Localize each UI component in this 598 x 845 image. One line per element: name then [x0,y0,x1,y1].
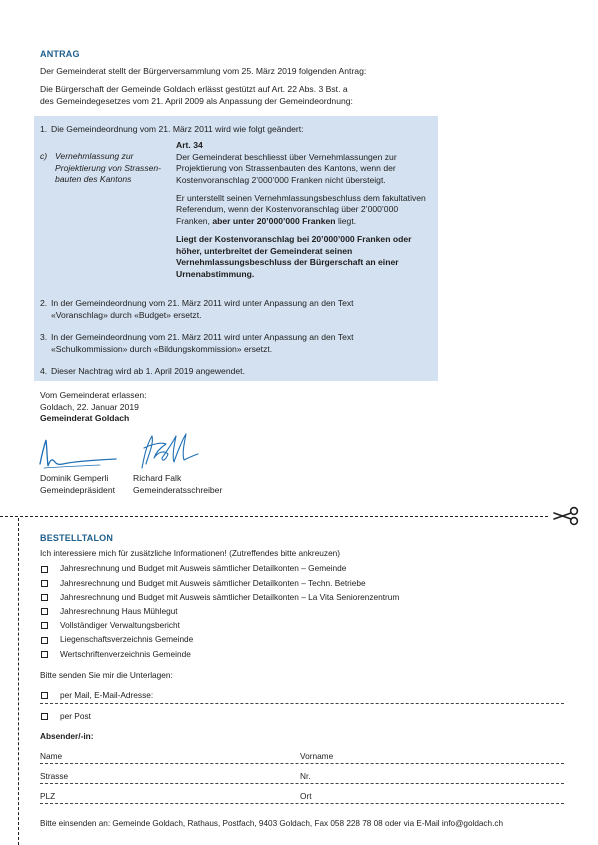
article-title: Art. 34 [176,140,203,150]
option-label: Vollständiger Verwaltungsbericht [60,620,180,631]
item-text: Die Gemeindeordnung vom 21. März 2011 wird wie folgt geändert: [51,124,304,134]
item-text-line1: In der Gemeindeordnung vom 21. März 2011 wird unter Anpassung an den Text [51,332,354,342]
option-checkbox[interactable] [41,637,48,644]
option-row[interactable] [40,590,399,604]
option-checkbox[interactable] [41,580,48,587]
article-p2-end: liegt. [335,216,357,227]
post-checkbox[interactable] [41,713,48,720]
ort-label: Ort [300,791,312,801]
signatory-role: Gemeinderatsschreiber [133,484,223,495]
margin-label-line2: Projektierung von Strassen- [55,162,162,173]
post-option-label: per Post [60,711,91,721]
closing-block [40,390,147,425]
strasse-field-line[interactable] [40,783,564,784]
option-label: Jahresrechnung und Budget mit Ausweis sämtlicher Detailkonten – Gemeinde [60,563,347,574]
antrag-heading: ANTRAG [40,49,80,59]
mail-checkbox[interactable] [41,692,48,699]
talon-lead: Ich interessiere mich für zusätzliche Informationen! (Zutreffendes bitte ankreuzen) [40,548,341,558]
talon-options-list [40,562,399,661]
item-text-line2: «Voranschlag» durch «Budget» ersetzt. [51,309,202,320]
option-row[interactable] [40,562,399,576]
closing-council: Gemeinderat Goldach [40,413,130,424]
signatory-role: Gemeindepräsident [40,484,116,495]
article-paragraph-1: Der Gemeinderat beschliesst über Vernehmlassungen zur Projektierung von Strassenbauten des Kantons, wenn der Kostenvoranschlag 2’000’000 Franken nicht übersteigt. [176,151,397,186]
closing-line2: Goldach, 22. Januar 2019 [40,401,139,412]
post-option[interactable] [40,711,91,722]
talon-heading: BESTELLTALON [40,533,114,543]
option-label: Wertschriftenverzeichnis Gemeinde [60,648,191,659]
nr-label: Nr. [300,771,311,781]
item-text-line1: In der Gemeindeordnung vom 21. März 2011 wird unter Anpassung an den Text [51,298,354,308]
signature-gemperli-image [38,434,118,472]
margin-label-line3: bauten des Kantons [55,174,132,185]
signature-falk-image [132,430,202,474]
proposal-item-1 [40,124,304,136]
plz-label: PLZ [40,791,56,801]
sender-label: Absender/-in: [40,731,94,741]
antrag-intro: Der Gemeinderat stellt der Bürgerversammlung vom 25. März 2019 folgenden Antrag: [40,66,367,76]
margin-letter: c) [40,151,48,161]
item-number: 2. [40,298,48,308]
item-number: 1. [40,124,48,134]
proposal-item-4 [40,366,435,378]
option-checkbox[interactable] [41,594,48,601]
signatory-name: Richard Falk [133,473,182,483]
footer-address: Bitte einsenden an: Gemeinde Goldach, Rathaus, Postfach, 9403 Goldach, Fax 058 228 78 08 oder via E-Mail info@goldach.ch [40,819,504,828]
antrag-para-line1: Die Bürgerschaft der Gemeinde Goldach erlässt gestützt auf Art. 22 Abs. 3 Bst. a [40,84,348,94]
article-block [176,140,431,281]
signatory-name: Dominik Gemperli [40,473,109,483]
option-checkbox[interactable] [41,608,48,615]
mail-option[interactable] [40,690,153,701]
article-p2-bold: aber unter 20’000’000 Franken [212,216,336,227]
signatory-2 [133,473,222,496]
signatory-1 [40,473,115,496]
option-label: Jahresrechnung Haus Mühlegut [60,606,178,617]
proposal-item-2 [40,298,435,321]
cut-line [0,516,548,517]
send-label: Bitte senden Sie mir die Unterlagen: [40,670,173,680]
option-checkbox[interactable] [41,651,48,658]
option-label: Jahresrechnung und Budget mit Ausweis sämtlicher Detailkonten – La Vita Seniorenzentrum [60,591,400,602]
option-row[interactable] [40,633,399,647]
antrag-paragraph [40,84,460,107]
name-field-line[interactable] [40,763,564,764]
item-text: Dieser Nachtrag wird ab 1. April 2019 angewendet. [51,366,245,376]
option-checkbox[interactable] [41,566,48,573]
option-label: Liegenschaftsverzeichnis Gemeinde [60,634,194,645]
article-paragraph-3: Liegt der Kostenvoranschlag bei 20’000’000 Franken oder höher, unterbreitet der Gemeinderat seinen Vernehmlassungsbeschluss der Bürgerschaft an einer Urnenabstimmung. [176,233,412,279]
scissors-icon [552,506,580,526]
closing-line1: Vom Gemeinderat erlassen: [40,390,147,400]
vorname-label: Vorname [300,751,334,761]
mail-option-label: per Mail, E-Mail-Adresse: [60,690,154,700]
option-row[interactable] [40,647,399,661]
option-row[interactable] [40,576,399,590]
item-text-line2: «Schulkommission» durch «Bildungskommission» ersetzt. [51,343,273,354]
plz-field-line[interactable] [40,803,564,804]
article-p2-text: Er unterstellt seinen Vernehmlassungsbeschluss dem fakultativen Referendum, wenn der Kostenvoranschlag über 2’000’000 Franken, [176,192,426,227]
proposal-item-3 [40,332,435,355]
strasse-label: Strasse [40,771,69,781]
antrag-para-line2: des Gemeindegesetzes vom 21. April 2009 als Anpassung der Gemeindeordnung: [40,95,353,106]
margin-label-line1: Vernehmlassung zur [55,151,134,161]
cut-line-vertical [18,518,19,845]
name-label: Name [40,751,63,761]
email-field-line[interactable] [40,703,564,704]
option-checkbox[interactable] [41,622,48,629]
item-number: 3. [40,332,48,342]
item-number: 4. [40,366,48,376]
margin-label-c [40,151,170,186]
option-row[interactable] [40,619,399,633]
option-label: Jahresrechnung und Budget mit Ausweis sämtlicher Detailkonten – Techn. Betriebe [60,577,366,588]
option-row[interactable] [40,605,399,619]
article-paragraph-2 [176,193,431,228]
